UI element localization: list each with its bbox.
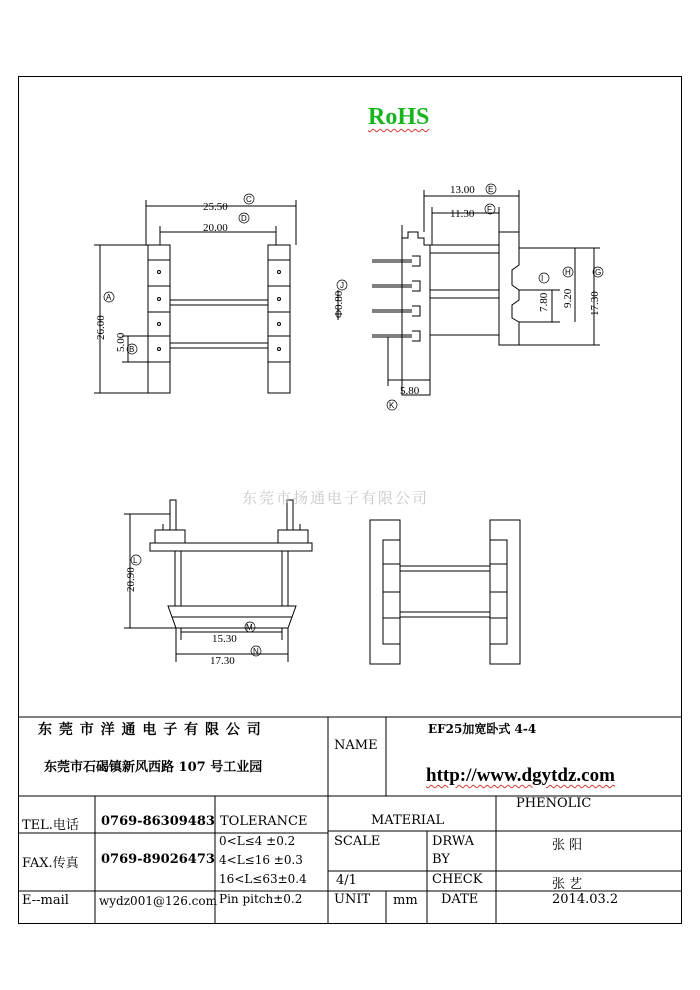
dim-front-height: 20.90 [125, 567, 137, 592]
unit-value: mm [393, 893, 418, 908]
date-value: 2014.03.2 [552, 892, 619, 907]
dim-side-780: 7.80 [538, 292, 550, 312]
dim-left-height-tag: A [106, 293, 112, 302]
dim-side-920-tag: H [565, 268, 571, 277]
company-watermark: 东莞市扬通电子有限公司 [242, 489, 430, 507]
bottom-view [370, 520, 520, 664]
top-view-left-flange [148, 245, 170, 393]
checked-by-value: 张 艺 [552, 877, 583, 892]
drawn-by-label-2: BY [432, 852, 450, 867]
company-name: 东 莞 市 洋 通 电 子 有 限 公 司 [38, 722, 262, 738]
tolerance-row-1: 0<L≤4 ±0.2 [219, 834, 296, 848]
unit-label: UNIT [334, 892, 371, 907]
dim-pin-dia-tag: J [340, 281, 344, 290]
dim-side-580: 5.80 [400, 385, 420, 397]
dim-side-920: 9.20 [562, 288, 574, 308]
dim-side-1730-tag: G [595, 268, 602, 277]
dim-left-small-tag: B [129, 345, 135, 354]
dim-pin-dia: Φ0.80 [333, 290, 345, 318]
dim-top-inner-tag: D [241, 214, 247, 223]
scale-label: SCALE [334, 834, 381, 849]
fax-value: 0769-89026473 [101, 852, 215, 867]
tolerance-row-2: 4<L≤16 ±0.3 [219, 853, 303, 867]
dim-side-13: 13.00 [450, 184, 475, 196]
scale-value: 4/1 [336, 873, 357, 888]
dim-front-1530-tag: M [246, 623, 253, 632]
name-label: NAME [334, 738, 378, 753]
tel-value: 0769-86309483 [101, 814, 215, 829]
dim-side-1130-tag: F [487, 205, 492, 214]
tel-label: TEL.电话 [22, 818, 79, 833]
drawn-by-label: DRWA [432, 834, 475, 849]
dim-top-outer: 25.50 [203, 201, 228, 213]
material-label: MATERIAL [371, 813, 445, 828]
top-view-right-flange [268, 245, 290, 393]
dim-front-1530: 15.30 [212, 633, 237, 645]
top-view [94, 200, 296, 393]
email-label: E--mail [22, 893, 69, 908]
dim-side-780-tag: I [541, 274, 544, 283]
dim-side-13-tag: E [488, 185, 494, 194]
drawn-by-value: 张 阳 [552, 838, 583, 853]
pin-pitch-tolerance: Pin pitch±0.2 [219, 892, 303, 906]
side-view [338, 190, 600, 395]
tolerance-label: TOLERANCE [220, 814, 308, 829]
dim-top-outer-tag: C [246, 195, 252, 204]
company-address: 东莞市石碣镇新风西路 107 号工业园 [44, 760, 263, 775]
tolerance-row-3: 16<L≤63±0.4 [219, 872, 307, 886]
dim-side-1130: 11.30 [450, 208, 475, 220]
email-value[interactable]: wydz001@126.com [99, 894, 218, 908]
rohs-label: RoHS [368, 104, 430, 130]
fax-label: FAX.传真 [22, 856, 79, 871]
dim-top-inner: 20.00 [203, 222, 228, 234]
website-link[interactable]: http://www.dgytdz.com [426, 765, 615, 786]
dim-left-height: 26.00 [95, 315, 107, 340]
dim-front-height-tag: L [133, 556, 138, 565]
date-label: DATE [441, 892, 479, 907]
dim-side-580-tag: K [389, 401, 395, 410]
material-value: PHENOLIC [516, 796, 592, 811]
part-name: EF25加宽卧式 4-4 [428, 722, 537, 736]
dim-front-1730: 17.30 [210, 655, 235, 667]
dim-left-small: 5.00 [115, 332, 127, 352]
check-label: CHECK [432, 872, 483, 887]
dim-front-1730-tag: N [253, 647, 259, 656]
dim-side-1730: 17.30 [589, 291, 601, 316]
